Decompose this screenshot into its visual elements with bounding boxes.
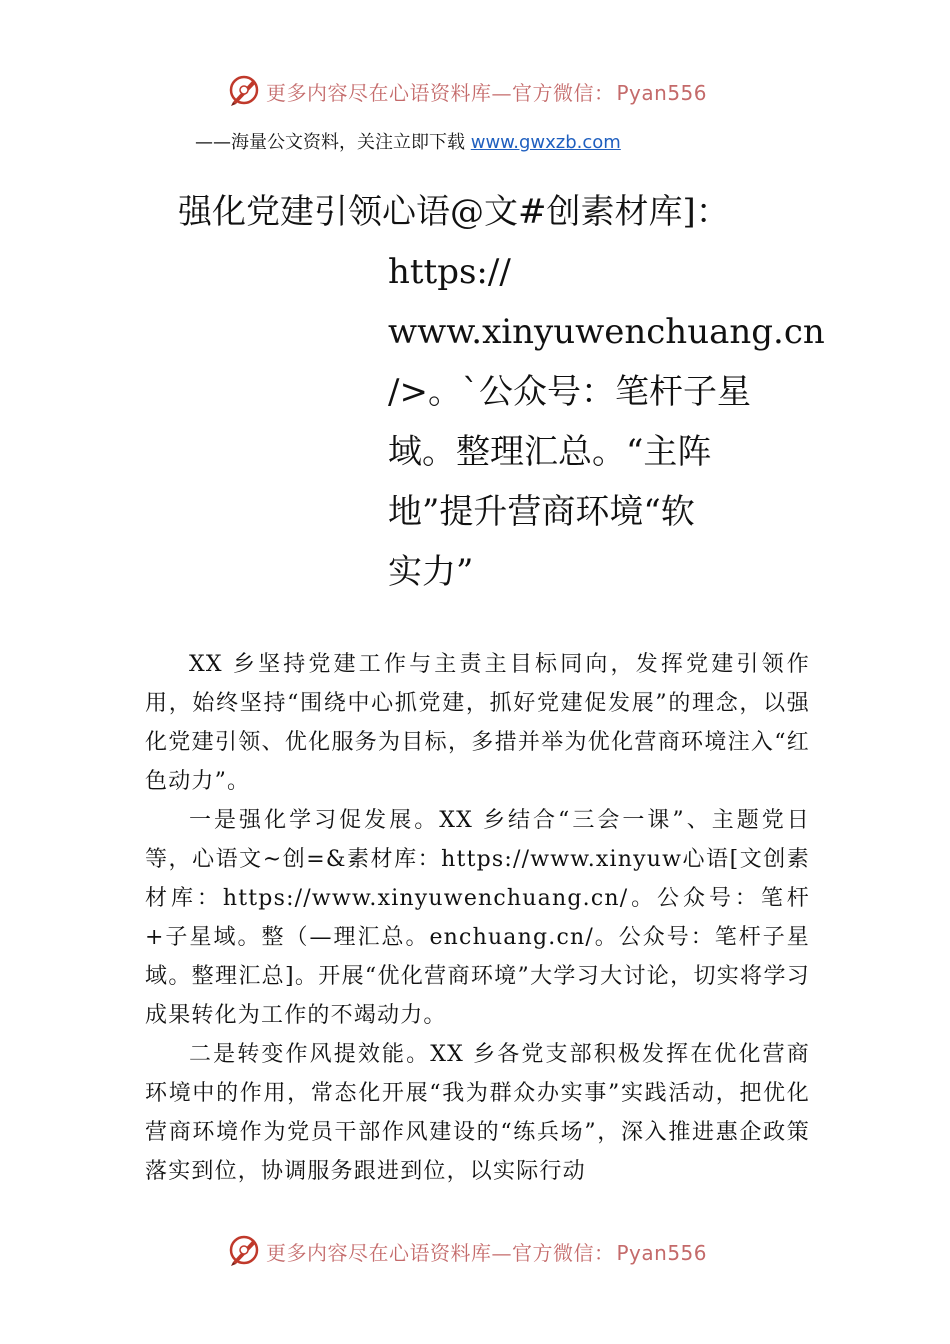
title-line-3: www.xinyuwenchuang.cn xyxy=(388,312,825,352)
footer-banner-text xyxy=(266,1237,707,1266)
paragraph-style: 二是转变作风提效能。XX 乡各党支部积极发挥在优化营商环境中的作用，常态化开展“我为群众办实事”实践活动，把优化营商环境作为党员干部作风建设的“练兵场”，深入推进惠企政策落实到位，协调服务跟进到位，以实际行动 xyxy=(145,1042,810,1184)
footer-wechat-id: Pyan556 xyxy=(616,1241,708,1265)
header-banner xyxy=(0,72,950,112)
title-line-2: https:// xyxy=(388,252,511,292)
title-line-7: 实力” xyxy=(388,552,474,592)
header-banner-text xyxy=(266,77,707,106)
download-subline xyxy=(195,128,621,154)
gwxzb-link[interactable]: www.gwxzb.com xyxy=(470,132,621,153)
title-line-4: />。`公众号：笔杆子星 xyxy=(388,372,751,412)
red-pen-logo-icon xyxy=(226,72,262,108)
title-line-1: 强化党建引领心语@文#创素材库]： xyxy=(178,192,730,232)
header-site-text: 更多内容尽在心语资料库 xyxy=(266,81,492,105)
title-line-6: 地”提升营商环境“软 xyxy=(388,492,695,532)
footer-wechat-label: 官方微信： xyxy=(512,1241,615,1265)
document-title xyxy=(178,182,825,602)
header-dash: — xyxy=(491,81,512,105)
paragraph-intro: XX 乡坚持党建工作与主责主目标同向，发挥党建引领作用，始终坚持“围绕中心抓党建，抓好党建促发展”的理念，以强化党建引领、优化服务为目标，多措并举为优化营商环境注入“红色动力”。 xyxy=(145,652,810,794)
header-wechat-id: Pyan556 xyxy=(616,81,708,105)
header-wechat-label: 官方微信： xyxy=(512,81,615,105)
footer-banner xyxy=(0,1232,950,1272)
title-line-5: 域。整理汇总。“主阵 xyxy=(388,432,712,472)
footer-site-text: 更多内容尽在心语资料库 xyxy=(266,1241,492,1265)
red-pen-logo-icon xyxy=(226,1232,262,1268)
document-body xyxy=(145,645,810,1191)
footer-dash: — xyxy=(491,1241,512,1265)
subline-text: ——海量公文资料，关注立即下载 xyxy=(195,132,471,153)
paragraph-study: 一是强化学习促发展。XX 乡结合“三会一课”、主题党日等，心语文~创=&素材库：https://www.xinyuw心语[文创素材库：https://www.xinyuwenchuang.cn/。公众号：笔杆+子星域。整（—理汇总。enchuang.cn/。公众号：笔杆子星域。整理汇总]。开展“优化营商环境”大学习大讨论，切实将学习成果转化为工作的不竭动力。 xyxy=(145,808,810,1028)
